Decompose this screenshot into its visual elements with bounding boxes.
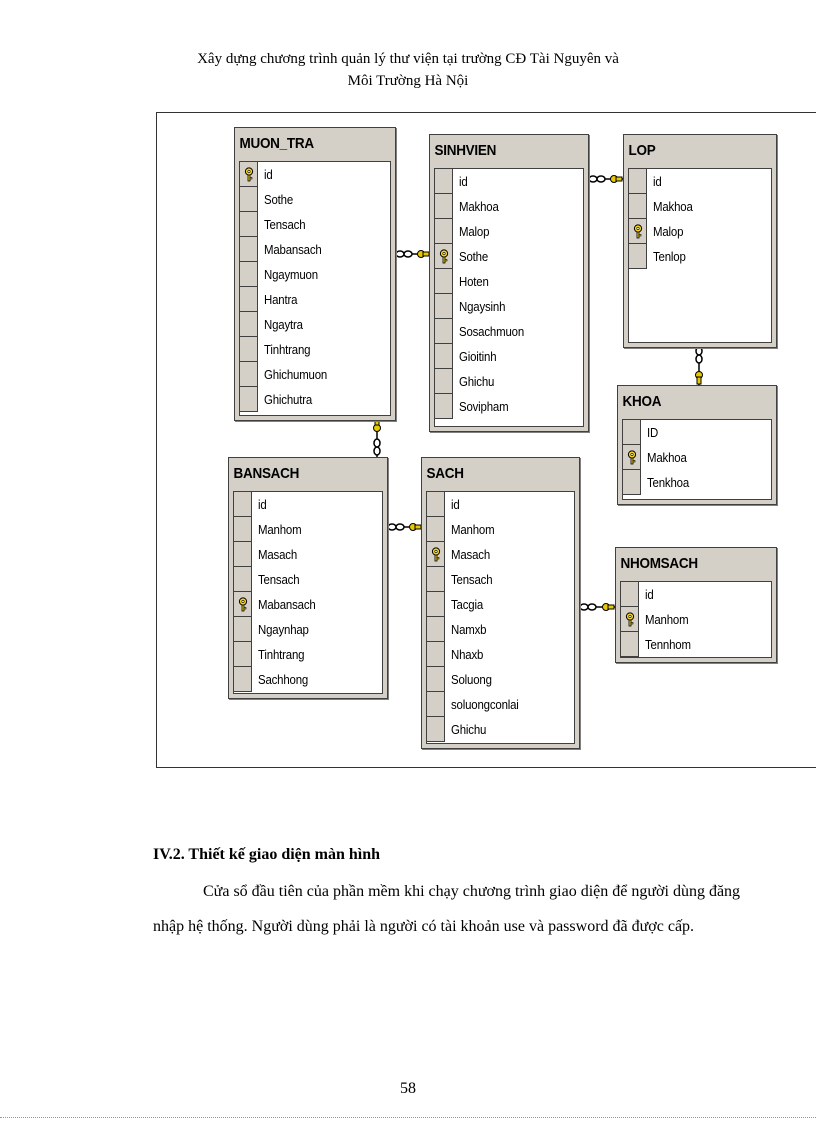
row-selector[interactable] [621,607,639,632]
row-selector[interactable] [427,542,445,567]
field-row[interactable] [435,394,583,419]
row-selector[interactable] [427,592,445,617]
field-name: Tinhtrang [264,342,311,357]
primary-key-icon [626,450,638,465]
row-selector[interactable] [240,312,258,337]
field-row[interactable] [427,617,574,642]
row-selector[interactable] [427,567,445,592]
field-row[interactable] [240,187,390,212]
field-name: Nhaxb [451,647,484,662]
table-title: SINHVIEN [434,142,497,159]
field-name: Ngaynhap [258,622,309,637]
table-lop[interactable] [623,134,777,348]
row-selector[interactable] [427,642,445,667]
primary-key-icon [243,167,255,182]
row-selector[interactable] [427,617,445,642]
field-name: Tensach [451,572,493,587]
row-selector[interactable] [435,394,453,419]
row-selector[interactable] [629,244,647,269]
field-name: Ngaysinh [459,299,506,314]
row-selector[interactable] [621,632,639,657]
field-name: id [459,174,468,189]
footer-divider [0,1117,816,1118]
field-row[interactable] [427,592,574,617]
field-name: Hantra [264,292,298,307]
field-list [620,581,772,658]
row-selector[interactable] [234,567,252,592]
row-selector[interactable] [234,667,252,692]
field-name: id [451,497,460,512]
field-name: Masach [451,547,491,562]
field-row[interactable] [427,667,574,692]
row-selector[interactable] [240,387,258,412]
row-selector[interactable] [435,219,453,244]
field-name: Sovipham [459,399,509,414]
field-name: Ghichumuon [264,367,328,382]
row-selector[interactable] [435,194,453,219]
table-title: SACH [426,465,464,482]
database-diagram [156,112,816,768]
row-selector[interactable] [234,492,252,517]
row-selector[interactable] [427,692,445,717]
field-name: Sothe [264,192,294,207]
field-row[interactable] [435,344,583,369]
field-name: Manhom [258,522,302,537]
field-name: Tensach [258,572,300,587]
field-row[interactable] [427,517,574,542]
field-row[interactable] [427,567,574,592]
row-selector[interactable] [427,717,445,742]
header-line-1: Xây dựng chương trình quản lý thư viện tại trường CĐ Tài Nguyên và [197,51,619,67]
field-name: id [653,174,662,189]
field-row[interactable] [234,542,382,567]
field-row[interactable] [621,607,771,632]
field-row[interactable] [629,194,771,219]
field-row[interactable] [240,262,390,287]
field-name: Sachhong [258,672,309,687]
row-selector[interactable] [435,169,453,194]
table-title: LOP [628,142,656,159]
field-row[interactable] [234,667,382,692]
field-row[interactable] [427,717,574,742]
field-name: Makhoa [653,199,693,214]
field-row[interactable] [427,542,574,567]
primary-key-icon [237,597,249,612]
field-row[interactable] [623,445,771,470]
row-selector[interactable] [623,420,641,445]
field-row[interactable] [435,219,583,244]
row-selector[interactable] [629,169,647,194]
field-row[interactable] [435,269,583,294]
paragraph-text: Cửa sổ đầu tiên của phần mềm khi chạy chương trình giao diện để người dùng đăng nhập hệ thống. Người dùng phải là người có tài khoản use và password đã được cấp. [153,883,741,935]
field-name: Tenlop [653,249,686,264]
field-row[interactable] [240,312,390,337]
field-row[interactable] [234,517,382,542]
row-selector[interactable] [240,337,258,362]
section-paragraph [153,874,753,944]
field-row[interactable] [629,219,771,244]
field-row[interactable] [240,337,390,362]
row-selector[interactable] [240,162,258,187]
table-sinhvien[interactable] [429,134,589,432]
field-name: Malop [653,224,684,239]
field-row[interactable] [240,162,390,187]
field-name: Mabansach [258,597,316,612]
page-number: 58 [400,1080,416,1097]
field-name: id [258,497,267,512]
field-name: id [264,167,273,182]
page-header [0,48,816,92]
field-row[interactable] [234,617,382,642]
row-selector[interactable] [240,187,258,212]
field-row[interactable] [435,294,583,319]
row-selector[interactable] [240,237,258,262]
row-selector[interactable] [240,287,258,312]
field-name: Sothe [459,249,489,264]
table-title: KHOA [622,393,662,410]
field-name: Tacgia [451,597,484,612]
table-title: NHOMSACH [620,555,698,572]
row-selector[interactable] [435,319,453,344]
row-selector[interactable] [234,642,252,667]
field-name: ID [647,425,659,440]
field-row[interactable] [623,470,771,495]
row-selector[interactable] [240,362,258,387]
field-list [434,168,584,427]
field-row[interactable] [435,244,583,269]
field-name: Manhom [451,522,495,537]
field-row[interactable] [621,582,771,607]
field-list [233,491,383,694]
row-selector[interactable] [240,262,258,287]
field-row[interactable] [240,387,390,412]
field-row[interactable] [623,420,771,445]
row-selector[interactable] [234,617,252,642]
field-name: Tennhom [645,637,691,652]
table-sach[interactable] [421,457,580,749]
field-row[interactable] [435,369,583,394]
field-row[interactable] [621,632,771,657]
row-selector[interactable] [629,194,647,219]
row-selector[interactable] [435,369,453,394]
field-list [239,161,391,416]
field-row[interactable] [427,492,574,517]
field-row[interactable] [234,492,382,517]
field-name: id [645,587,654,602]
field-name: Hoten [459,274,489,289]
row-selector[interactable] [623,445,641,470]
field-name: soluongconlai [451,697,519,712]
field-name: Makhoa [647,450,687,465]
row-selector[interactable] [427,492,445,517]
row-selector[interactable] [621,582,639,607]
field-row[interactable] [435,169,583,194]
row-selector[interactable] [629,219,647,244]
table-bansach[interactable] [228,457,388,699]
primary-key-icon [430,547,442,562]
field-name: Sosachmuon [459,324,525,339]
field-name: Masach [258,547,298,562]
primary-key-icon [632,224,644,239]
row-selector[interactable] [623,470,641,495]
row-selector[interactable] [435,344,453,369]
header-line-2: Môi Trường Hà Nội [347,73,469,89]
field-row[interactable] [629,244,771,269]
row-selector[interactable] [234,542,252,567]
table-nhomsach[interactable] [615,547,777,663]
field-row[interactable] [435,194,583,219]
row-selector[interactable] [234,517,252,542]
field-list [628,168,772,343]
field-name: Namxb [451,622,487,637]
row-selector[interactable] [240,212,258,237]
row-selector[interactable] [234,592,252,617]
field-list [622,419,772,500]
field-name: Ghichu [451,722,487,737]
table-khoa[interactable] [617,385,777,505]
row-selector[interactable] [427,517,445,542]
field-name: Tenkhoa [647,475,690,490]
field-name: Makhoa [459,199,499,214]
field-name: Ngaytra [264,317,303,332]
field-name: Soluong [451,672,492,687]
row-selector[interactable] [435,244,453,269]
field-name: Ghichutra [264,392,313,407]
field-row[interactable] [234,592,382,617]
table-title: MUON_TRA [239,135,314,152]
primary-key-icon [624,612,636,627]
field-row[interactable] [234,567,382,592]
field-list [426,491,575,744]
field-row[interactable] [240,212,390,237]
field-name: Gioitinh [459,349,497,364]
row-selector[interactable] [435,269,453,294]
field-name: Tensach [264,217,306,232]
field-name: Mabansach [264,242,322,257]
table-muon-tra[interactable] [234,127,396,421]
field-row[interactable] [427,642,574,667]
field-row[interactable] [240,237,390,262]
field-row[interactable] [240,362,390,387]
primary-key-icon [438,249,450,264]
row-selector[interactable] [427,667,445,692]
table-title: BANSACH [233,465,300,482]
field-name: Manhom [645,612,689,627]
field-row[interactable] [234,642,382,667]
field-row[interactable] [435,319,583,344]
field-name: Tinhtrang [258,647,305,662]
field-row[interactable] [427,692,574,717]
row-selector[interactable] [435,294,453,319]
field-row[interactable] [240,287,390,312]
field-row[interactable] [629,169,771,194]
section-heading: IV.2. Thiết kế giao diện màn hình [153,846,381,863]
field-name: Malop [459,224,490,239]
field-name: Ghichu [459,374,495,389]
field-name: Ngaymuon [264,267,318,282]
